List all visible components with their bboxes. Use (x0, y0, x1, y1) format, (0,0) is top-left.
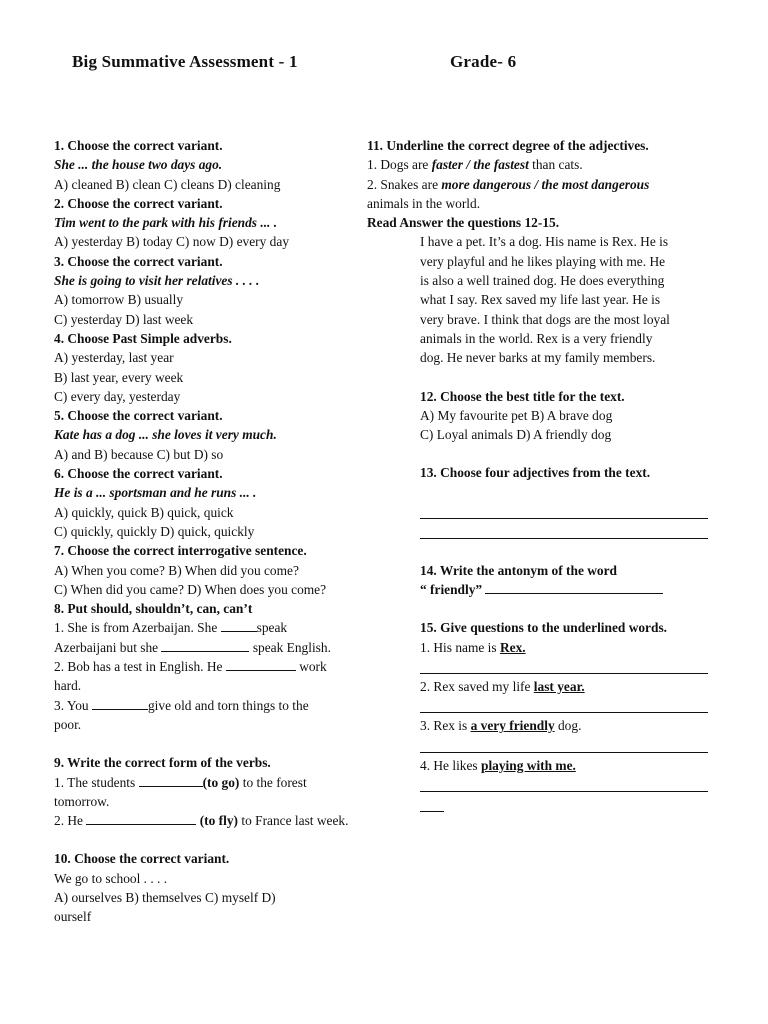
line-text: C) yesterday D) last week (54, 311, 194, 327)
sentence-text: She ... the house two days ago. (54, 157, 223, 173)
option-line (54, 445, 396, 464)
option-line (54, 522, 396, 541)
option-line (54, 503, 396, 522)
question-sentence (54, 155, 396, 174)
question-sentence (54, 425, 396, 444)
option-line (54, 676, 396, 695)
answer-line[interactable] (420, 696, 708, 713)
text-line (367, 232, 727, 251)
underlined-question (367, 638, 727, 657)
item-fragment: 3. Rex is (420, 718, 471, 734)
line-text: very brave. I think that dogs are the most loyal (420, 311, 670, 327)
line-text: C) quickly, quickly D) quick, quickly (54, 523, 255, 539)
question-heading (54, 136, 396, 155)
sentence-text: Tim went to the park with his friends ... . (54, 215, 278, 231)
line-text: A) tomorrow B) usually (54, 292, 184, 308)
line-text: A) My favourite pet B) A brave dog (420, 407, 613, 423)
fill-blank-item (54, 657, 396, 676)
item-fragment: 1. Dogs are (367, 157, 432, 173)
line-text: poor. (54, 716, 82, 732)
answer-line[interactable] (420, 522, 708, 539)
item-fragment: 2. Bob has a test in English. He (54, 659, 226, 675)
line-text: I have a pet. It’s a dog. His name is Rex. He is (420, 234, 669, 250)
item-fragment: 1. She is from Azerbaijan. She (54, 620, 221, 636)
sentence-text: She is going to visit her relatives . . . . (54, 273, 260, 289)
fill-blank-item (54, 773, 396, 792)
item-fragment: faster / the fastest (431, 157, 529, 173)
question-text: Read Answer the questions 12-15. (367, 215, 560, 231)
question-text: 8. Put should, shouldn’t, can, can’t (54, 601, 253, 617)
underlined-words: last year. (533, 678, 585, 694)
answer-line[interactable] (420, 795, 444, 812)
question-text: 13. Choose four adjectives from the text. (420, 465, 651, 481)
question-heading (367, 387, 727, 406)
question-heading (367, 561, 727, 580)
option-line (54, 290, 396, 309)
answer-line[interactable] (420, 775, 708, 792)
line-text: very playful and he likes playing with me. He (420, 253, 666, 269)
item-fragment: to the forest (239, 774, 307, 790)
option-line (54, 580, 396, 599)
answer-line[interactable] (420, 657, 708, 674)
line-text: A) and B) because C) but D) so (54, 446, 224, 462)
line-text: A) quickly, quick B) quick, quick (54, 504, 234, 520)
question-text: 2. Choose the correct variant. (54, 195, 223, 211)
option-line (54, 368, 396, 387)
item-fragment: (to fly) (199, 813, 239, 829)
text-line (367, 329, 727, 348)
question-heading (54, 599, 396, 618)
item-fragment: Azerbaijani but she (54, 639, 162, 655)
text-line (367, 252, 727, 271)
answer-blank[interactable] (139, 773, 203, 787)
left-column (54, 136, 396, 927)
text-line (367, 406, 727, 425)
option-line (54, 348, 396, 367)
line-text: A) When you come? B) When did you come? (54, 562, 299, 578)
spacer (367, 483, 727, 502)
question-heading (54, 406, 396, 425)
question-heading (54, 329, 396, 348)
line-text: animals in the world. (367, 195, 481, 211)
question-heading (367, 136, 727, 155)
line-text: C) When did you came? D) When does you come? (54, 581, 327, 597)
exercise-item (367, 175, 727, 194)
option-line (54, 869, 396, 888)
line-text: A) yesterday, last year (54, 350, 174, 366)
fill-blank-item (367, 580, 727, 599)
option-line (54, 175, 396, 194)
option-line (54, 888, 396, 907)
line-text: A) ourselves B) themselves C) myself D) (54, 889, 276, 905)
question-text: 12. Choose the best title for the text. (420, 388, 625, 404)
question-text: 1. Choose the correct variant. (54, 138, 223, 153)
text-line (367, 271, 727, 290)
question-text: 6. Choose the correct variant. (54, 466, 223, 482)
spacer (367, 444, 727, 463)
question-heading (54, 464, 396, 483)
page-title: Big Summative Assessment - 1 (72, 52, 298, 71)
sentence-text: He is a ... sportsman and he runs ... . (54, 485, 257, 501)
question-text: 9. Write the correct form of the verbs. (54, 755, 271, 771)
underlined-words: Rex. (499, 639, 526, 655)
spacer (367, 542, 727, 561)
item-fragment: work (295, 659, 327, 675)
question-text: 5. Choose the correct variant. (54, 408, 223, 424)
grade-label: Grade- 6 (450, 52, 517, 71)
item-fragment: than cats. (528, 157, 583, 173)
question-text: 3. Choose the correct variant. (54, 253, 223, 269)
fill-blank-item (54, 618, 396, 637)
item-fragment: (to go) (202, 774, 240, 790)
line-text: dog. He never barks at my family members. (420, 350, 656, 366)
spacer (367, 599, 727, 618)
question-text: 4. Choose Past Simple adverbs. (54, 330, 232, 346)
exercise-item (367, 155, 727, 174)
spacer (54, 734, 396, 753)
line-text: C) Loyal animals D) A friendly dog (420, 427, 612, 443)
question-heading (367, 618, 727, 637)
question-text: 11. Underline the correct degree of the adjectives. (367, 138, 649, 153)
question-heading (54, 194, 396, 213)
line-text: We go to school . . . . (54, 870, 168, 886)
line-text: A) cleaned B) clean C) cleans D) cleaning (54, 176, 281, 192)
item-fragment: 2. He (54, 813, 87, 829)
text-line (367, 425, 727, 444)
option-line (54, 792, 396, 811)
question-sentence (54, 213, 396, 232)
option-line (54, 907, 396, 926)
question-heading (54, 541, 396, 560)
item-fragment: 4. He likes (420, 757, 481, 773)
question-heading (54, 753, 396, 772)
item-fragment: “ friendly” (420, 582, 486, 598)
question-text: 7. Choose the correct interrogative sentence. (54, 543, 307, 559)
item-fragment: 2. Rex saved my life (420, 678, 534, 694)
line-text: tomorrow. (54, 793, 110, 809)
option-line (54, 387, 396, 406)
answer-blank[interactable] (485, 580, 663, 594)
question-heading (367, 213, 727, 232)
answer-line[interactable] (420, 502, 708, 519)
item-fragment: speak (256, 620, 288, 636)
item-fragment: to France last week. (238, 813, 349, 829)
item-fragment: dog. (554, 718, 582, 734)
text-line (367, 310, 727, 329)
underlined-question (367, 716, 727, 735)
question-text: 15. Give questions to the underlined words. (420, 620, 668, 636)
question-text: 14. Write the antonym of the word (420, 562, 618, 578)
line-text: is also a well trained dog. He does everything (420, 273, 665, 289)
line-text: what I say. Rex saved my life last year. He is (420, 292, 661, 308)
underlined-words: a very friendly (470, 718, 555, 734)
line-text: B) last year, every week (54, 369, 184, 385)
line-text: C) every day, yesterday (54, 388, 181, 404)
question-text: 10. Choose the correct variant. (54, 851, 230, 867)
fill-blank-item (54, 638, 396, 657)
spacer (367, 368, 727, 387)
line-text: ourself (54, 909, 92, 925)
line-text: animals in the world. Rex is a very friendly (420, 330, 653, 346)
option-line (367, 194, 727, 213)
item-fragment: speak English. (249, 639, 331, 655)
fill-blank-item (54, 811, 396, 830)
answer-blank[interactable] (226, 657, 296, 671)
fill-blank-item (54, 696, 396, 715)
underlined-question (367, 677, 727, 696)
underlined-words: playing with me. (481, 757, 576, 773)
answer-blank[interactable] (161, 638, 249, 652)
spacer (54, 830, 396, 849)
option-line (54, 232, 396, 251)
item-fragment: 3. You (54, 697, 92, 713)
question-heading (54, 849, 396, 868)
sentence-text: Kate has a dog ... she loves it very much. (54, 427, 277, 443)
underlined-question (367, 756, 727, 775)
item-fragment: 1. The students (54, 774, 139, 790)
item-fragment: 2. Snakes are (367, 176, 442, 192)
option-line (54, 310, 396, 329)
question-sentence (54, 271, 396, 290)
item-fragment: more dangerous / the most dangerous (441, 176, 650, 192)
option-line (54, 561, 396, 580)
question-heading (367, 463, 727, 482)
answer-blank[interactable] (221, 618, 257, 632)
answer-blank[interactable] (92, 696, 148, 710)
text-line (367, 290, 727, 309)
option-line (54, 715, 396, 734)
answer-blank[interactable] (86, 811, 196, 825)
text-line (367, 348, 727, 367)
line-text: A) yesterday B) today C) now D) every day (54, 234, 290, 250)
right-column (367, 136, 727, 815)
item-fragment: give old and torn things to the (147, 697, 309, 713)
question-heading (54, 252, 396, 271)
item-fragment: 1. His name is (420, 639, 500, 655)
answer-line[interactable] (420, 736, 708, 753)
question-sentence (54, 483, 396, 502)
line-text: hard. (54, 678, 82, 694)
